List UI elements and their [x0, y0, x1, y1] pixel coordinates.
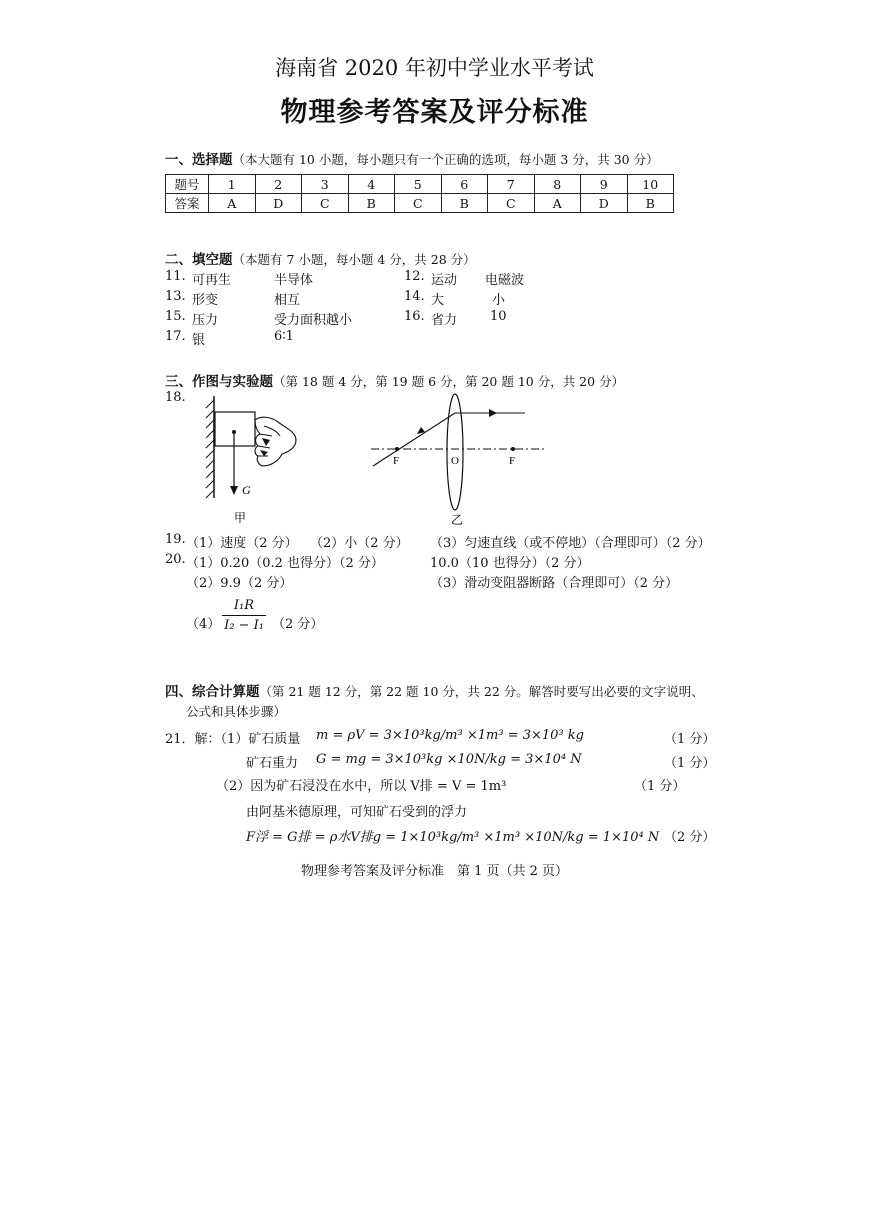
q21-weight-formula: G = mg = 3×10³kg ×10N/kg = 3×10⁴ N — [316, 752, 582, 767]
table-cell: A — [534, 194, 581, 213]
fraction-bar — [222, 615, 266, 616]
fraction-numerator: I₁R — [233, 598, 255, 613]
q13-answer-b: 相互 — [274, 293, 301, 308]
table-cell: B — [348, 194, 395, 213]
focus-right-label: F — [509, 455, 516, 467]
section-2-note: （本题有 7 小题，每小题 4 分，共 28 分） — [232, 252, 476, 267]
q14-answer-a: 大 — [431, 293, 445, 308]
q20-part-4-score: （2 分） — [272, 617, 324, 632]
table-cell: 2 — [255, 175, 302, 194]
q19-number: 19. — [165, 532, 186, 547]
q19-part-1: （1）速度（2 分） — [186, 536, 298, 551]
q21-archimedes-text: 由阿基米德原理，可知矿石受到的浮力 — [246, 805, 468, 820]
q12-number: 12. — [404, 269, 425, 284]
optical-center-label: O — [451, 455, 459, 467]
page-footer: 物理参考答案及评分标准 第 1 页（共 2 页） — [300, 864, 569, 879]
focus-left-label: F — [393, 455, 400, 467]
wall-icon — [206, 396, 214, 498]
hand-icon — [255, 417, 296, 466]
convex-lens-icon — [447, 394, 463, 510]
table-cell: B — [441, 194, 488, 213]
table-cell: 10 — [627, 175, 674, 194]
figure-jia — [200, 390, 320, 530]
q18-number: 18. — [165, 390, 186, 405]
table-cell: 5 — [395, 175, 442, 194]
q12-answer-b: 电磁波 — [485, 273, 525, 288]
q19-part-3: （3）匀速直线（或不停地）（合理即可）（2 分） — [430, 536, 711, 551]
q20-part-4-label: （4） — [186, 617, 221, 632]
q17-answer-b: 6∶1 — [274, 329, 294, 344]
section-1-title: 一、选择题 — [165, 152, 233, 168]
gravity-arrow-icon — [230, 432, 238, 495]
table-cell: C — [302, 194, 349, 213]
figure-yi-caption: 乙 — [451, 513, 464, 527]
q20-part-1b: 10.0（10 也得分）（2 分） — [430, 556, 590, 571]
table-cell: 1 — [209, 175, 256, 194]
q19-part-2: （2）小（2 分） — [310, 536, 409, 551]
q13-answer-a: 形变 — [192, 293, 219, 308]
q16-number: 16. — [404, 309, 425, 324]
document-title: 物理参考答案及评分标准 — [280, 97, 589, 128]
q14-number: 14. — [404, 289, 425, 304]
section-2-title: 二、填空题 — [165, 252, 233, 268]
table-cell: 8 — [534, 175, 581, 194]
q21-buoyancy-formula: F浮 = G排 = ρ水V排g = 1×10³kg/m³ ×1m³ ×10N/kg = 1×10⁴ N — [246, 830, 660, 845]
section-3-heading — [165, 370, 624, 390]
q11-number: 11. — [165, 269, 186, 284]
figure-yi — [365, 390, 550, 532]
table-cell: D — [581, 194, 628, 213]
q21-score-1: （1 分） — [664, 732, 716, 747]
q15-answer-b: 受力面积越小 — [274, 313, 353, 328]
q20-part-1a: （1）0.20（0.2 也得分）（2 分） — [186, 556, 384, 571]
q14-answer-b: 小 — [492, 293, 506, 308]
table-cell: D — [255, 194, 302, 213]
q12-answer-a: 运动 — [431, 273, 458, 288]
section-4-heading — [165, 680, 704, 700]
q15-number: 15. — [165, 309, 186, 324]
section-4-title: 四、综合计算题 — [165, 684, 260, 700]
q21-score-4: （2 分） — [664, 830, 716, 845]
q21-weight-label: 矿石重力 — [246, 756, 299, 771]
q16-answer-a: 省力 — [431, 313, 458, 328]
table-cell: 4 — [348, 175, 395, 194]
table-cell: C — [488, 194, 535, 213]
table-cell: B — [627, 194, 674, 213]
section-3-note: （第 18 题 4 分，第 19 题 6 分，第 20 题 10 分，共 20 分） — [273, 374, 625, 389]
section-2-heading — [165, 248, 476, 268]
q20-number: 20. — [165, 552, 186, 567]
table-cell: 3 — [302, 175, 349, 194]
q20-formula-fraction — [222, 598, 266, 633]
q20-part-3: （3）滑动变阻器断路（合理即可）（2 分） — [430, 576, 679, 591]
answer-table — [165, 174, 674, 213]
section-4-note: （第 21 题 12 分，第 22 题 10 分，共 22 分。解答时要写出必要的文字说明、 — [259, 684, 704, 699]
table-cell: 6 — [441, 175, 488, 194]
q21-mass-formula: m = ρV = 3×10³kg/m³ ×1m³ = 3×10³ kg — [316, 728, 584, 743]
q21-score-2: （1 分） — [664, 756, 716, 771]
q15-answer-a: 压力 — [192, 313, 219, 328]
section-1-note: （本大题有 10 小题，每小题只有一个正确的选项，每小题 3 分，共 30 分） — [232, 152, 659, 167]
q11-answer-b: 半导体 — [274, 273, 314, 288]
q21-head: 21．解：（1）矿石质量 — [165, 732, 301, 747]
q21-volume-line: （2）因为矿石浸没在水中，所以 V排 = V = 1m³ — [216, 779, 507, 794]
table-cell: A — [209, 194, 256, 213]
q21-score-3: （1 分） — [634, 779, 686, 794]
table-cell: 7 — [488, 175, 535, 194]
table-header-cell: 答案 — [166, 194, 209, 213]
table-cell: 9 — [581, 175, 628, 194]
section-3-title: 三、作图与实验题 — [165, 374, 273, 390]
section-4-note-continued: 公式和具体步骤） — [186, 704, 287, 719]
fraction-denominator: I₂ − I₁ — [224, 618, 264, 633]
q17-number: 17. — [165, 329, 186, 344]
table-cell: C — [395, 194, 442, 213]
force-label-g: G — [242, 483, 251, 497]
exam-title: 海南省 2020 年初中学业水平考试 — [275, 56, 594, 80]
figure-jia-caption: 甲 — [234, 511, 247, 525]
table-row-numbers — [166, 175, 674, 194]
section-1-heading — [165, 148, 659, 168]
focus-right-dot — [511, 447, 515, 451]
block-shape — [215, 412, 255, 446]
q17-answer-a: 银 — [192, 333, 206, 348]
q20-part-2: （2）9.9（2 分） — [186, 576, 293, 591]
table-header-cell: 题号 — [166, 175, 209, 194]
table-row-answers — [166, 194, 674, 213]
q16-answer-b: 10 — [490, 309, 507, 324]
q11-answer-a: 可再生 — [192, 273, 232, 288]
q13-number: 13. — [165, 289, 186, 304]
